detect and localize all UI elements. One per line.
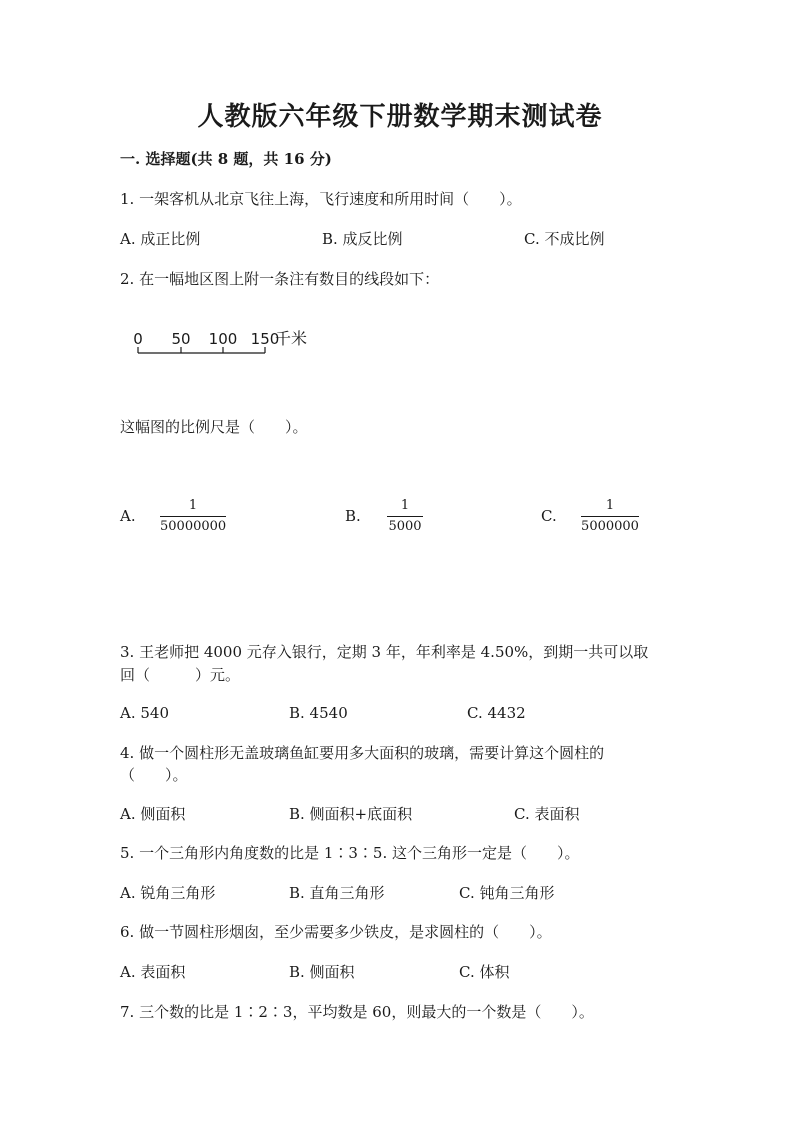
page-title: 人教版六年级下册数学期末测试卷: [197, 102, 603, 132]
question-5-text: 5. 一个三角形内角度数的比是 1∶3∶5. 这个三角形一定是（ ）。: [120, 844, 580, 862]
question-3-option-b: B. 4540: [289, 704, 348, 722]
scale-tick-label-150: 150: [250, 330, 280, 348]
question-1-option-c: C. 不成比例: [524, 230, 605, 248]
question-4-option-b: B. 侧面积+底面积: [289, 805, 413, 823]
question-2-option-c-letter: C.: [541, 507, 557, 525]
question-3-option-a: A. 540: [120, 704, 169, 722]
question-2-text: 2. 在一幅地区图上附一条注有数目的线段如下：: [120, 270, 440, 288]
question-2-followup: 这幅图的比例尺是（ ）。: [120, 418, 308, 436]
question-1-text: 1. 一架客机从北京飞往上海，飞行速度和所用时间（ ）。: [120, 190, 522, 208]
question-6-text: 6. 做一节圆柱形烟囱，至少需要多少铁皮，是求圆柱的（ ）。: [120, 923, 552, 941]
question-5-option-b: B. 直角三角形: [289, 884, 385, 902]
question-5-option-a: A. 锐角三角形: [120, 884, 216, 902]
question-4-option-c: C. 表面积: [514, 805, 580, 823]
scale-unit-label: 千米: [275, 329, 308, 348]
fraction-denominator: 5000: [388, 519, 422, 534]
question-4-text-line2: （ ）。: [120, 766, 188, 784]
map-scale-bar: [128, 326, 328, 358]
question-5-option-c: C. 钝角三角形: [459, 884, 555, 902]
fraction-denominator: 50000000: [160, 519, 227, 534]
question-7-text: 7. 三个数的比是 1∶2∶3，平均数是 60，则最大的一个数是（ ）。: [120, 1003, 594, 1021]
question-6-option-b: B. 侧面积: [289, 963, 355, 981]
question-6-option-c: C. 体积: [459, 963, 510, 981]
scale-tick-label-0: 0: [133, 330, 143, 348]
fraction-bar: [160, 516, 226, 517]
question-2-option-c-fraction: [581, 498, 639, 535]
question-3-text-line1: 3. 王老师把 4000 元存入银行，定期 3 年，年利率是 4.50%，到期一共可以取: [120, 643, 649, 661]
question-3-option-c: C. 4432: [467, 704, 526, 722]
question-2-option-b-letter: B.: [345, 507, 361, 525]
fraction-numerator: 1: [400, 498, 410, 513]
question-1-option-a: A. 成正比例: [120, 230, 201, 248]
fraction-bar: [387, 516, 423, 517]
question-2-option-a-fraction: [160, 498, 226, 535]
question-6-option-a: A. 表面积: [120, 963, 186, 981]
question-4-option-a: A. 侧面积: [120, 805, 186, 823]
fraction-denominator: 5000000: [581, 519, 639, 534]
scale-tick-label-100: 100: [208, 330, 238, 348]
question-2-option-a-letter: A.: [120, 507, 136, 525]
fraction-bar: [581, 516, 639, 517]
question-4-text-line1: 4. 做一个圆柱形无盖玻璃鱼缸要用多大面积的玻璃，需要计算这个圆柱的: [120, 744, 605, 762]
fraction-numerator: 1: [188, 498, 198, 513]
question-1-option-b: B. 成反比例: [322, 230, 403, 248]
question-2-option-b-fraction: [387, 498, 423, 535]
question-3-text-line2: 回（ ）元。: [120, 666, 241, 684]
scale-tick-label-50: 50: [171, 330, 191, 348]
fraction-numerator: 1: [605, 498, 615, 513]
section-heading: 一. 选择题(共 8 题，共 16 分): [120, 150, 332, 168]
